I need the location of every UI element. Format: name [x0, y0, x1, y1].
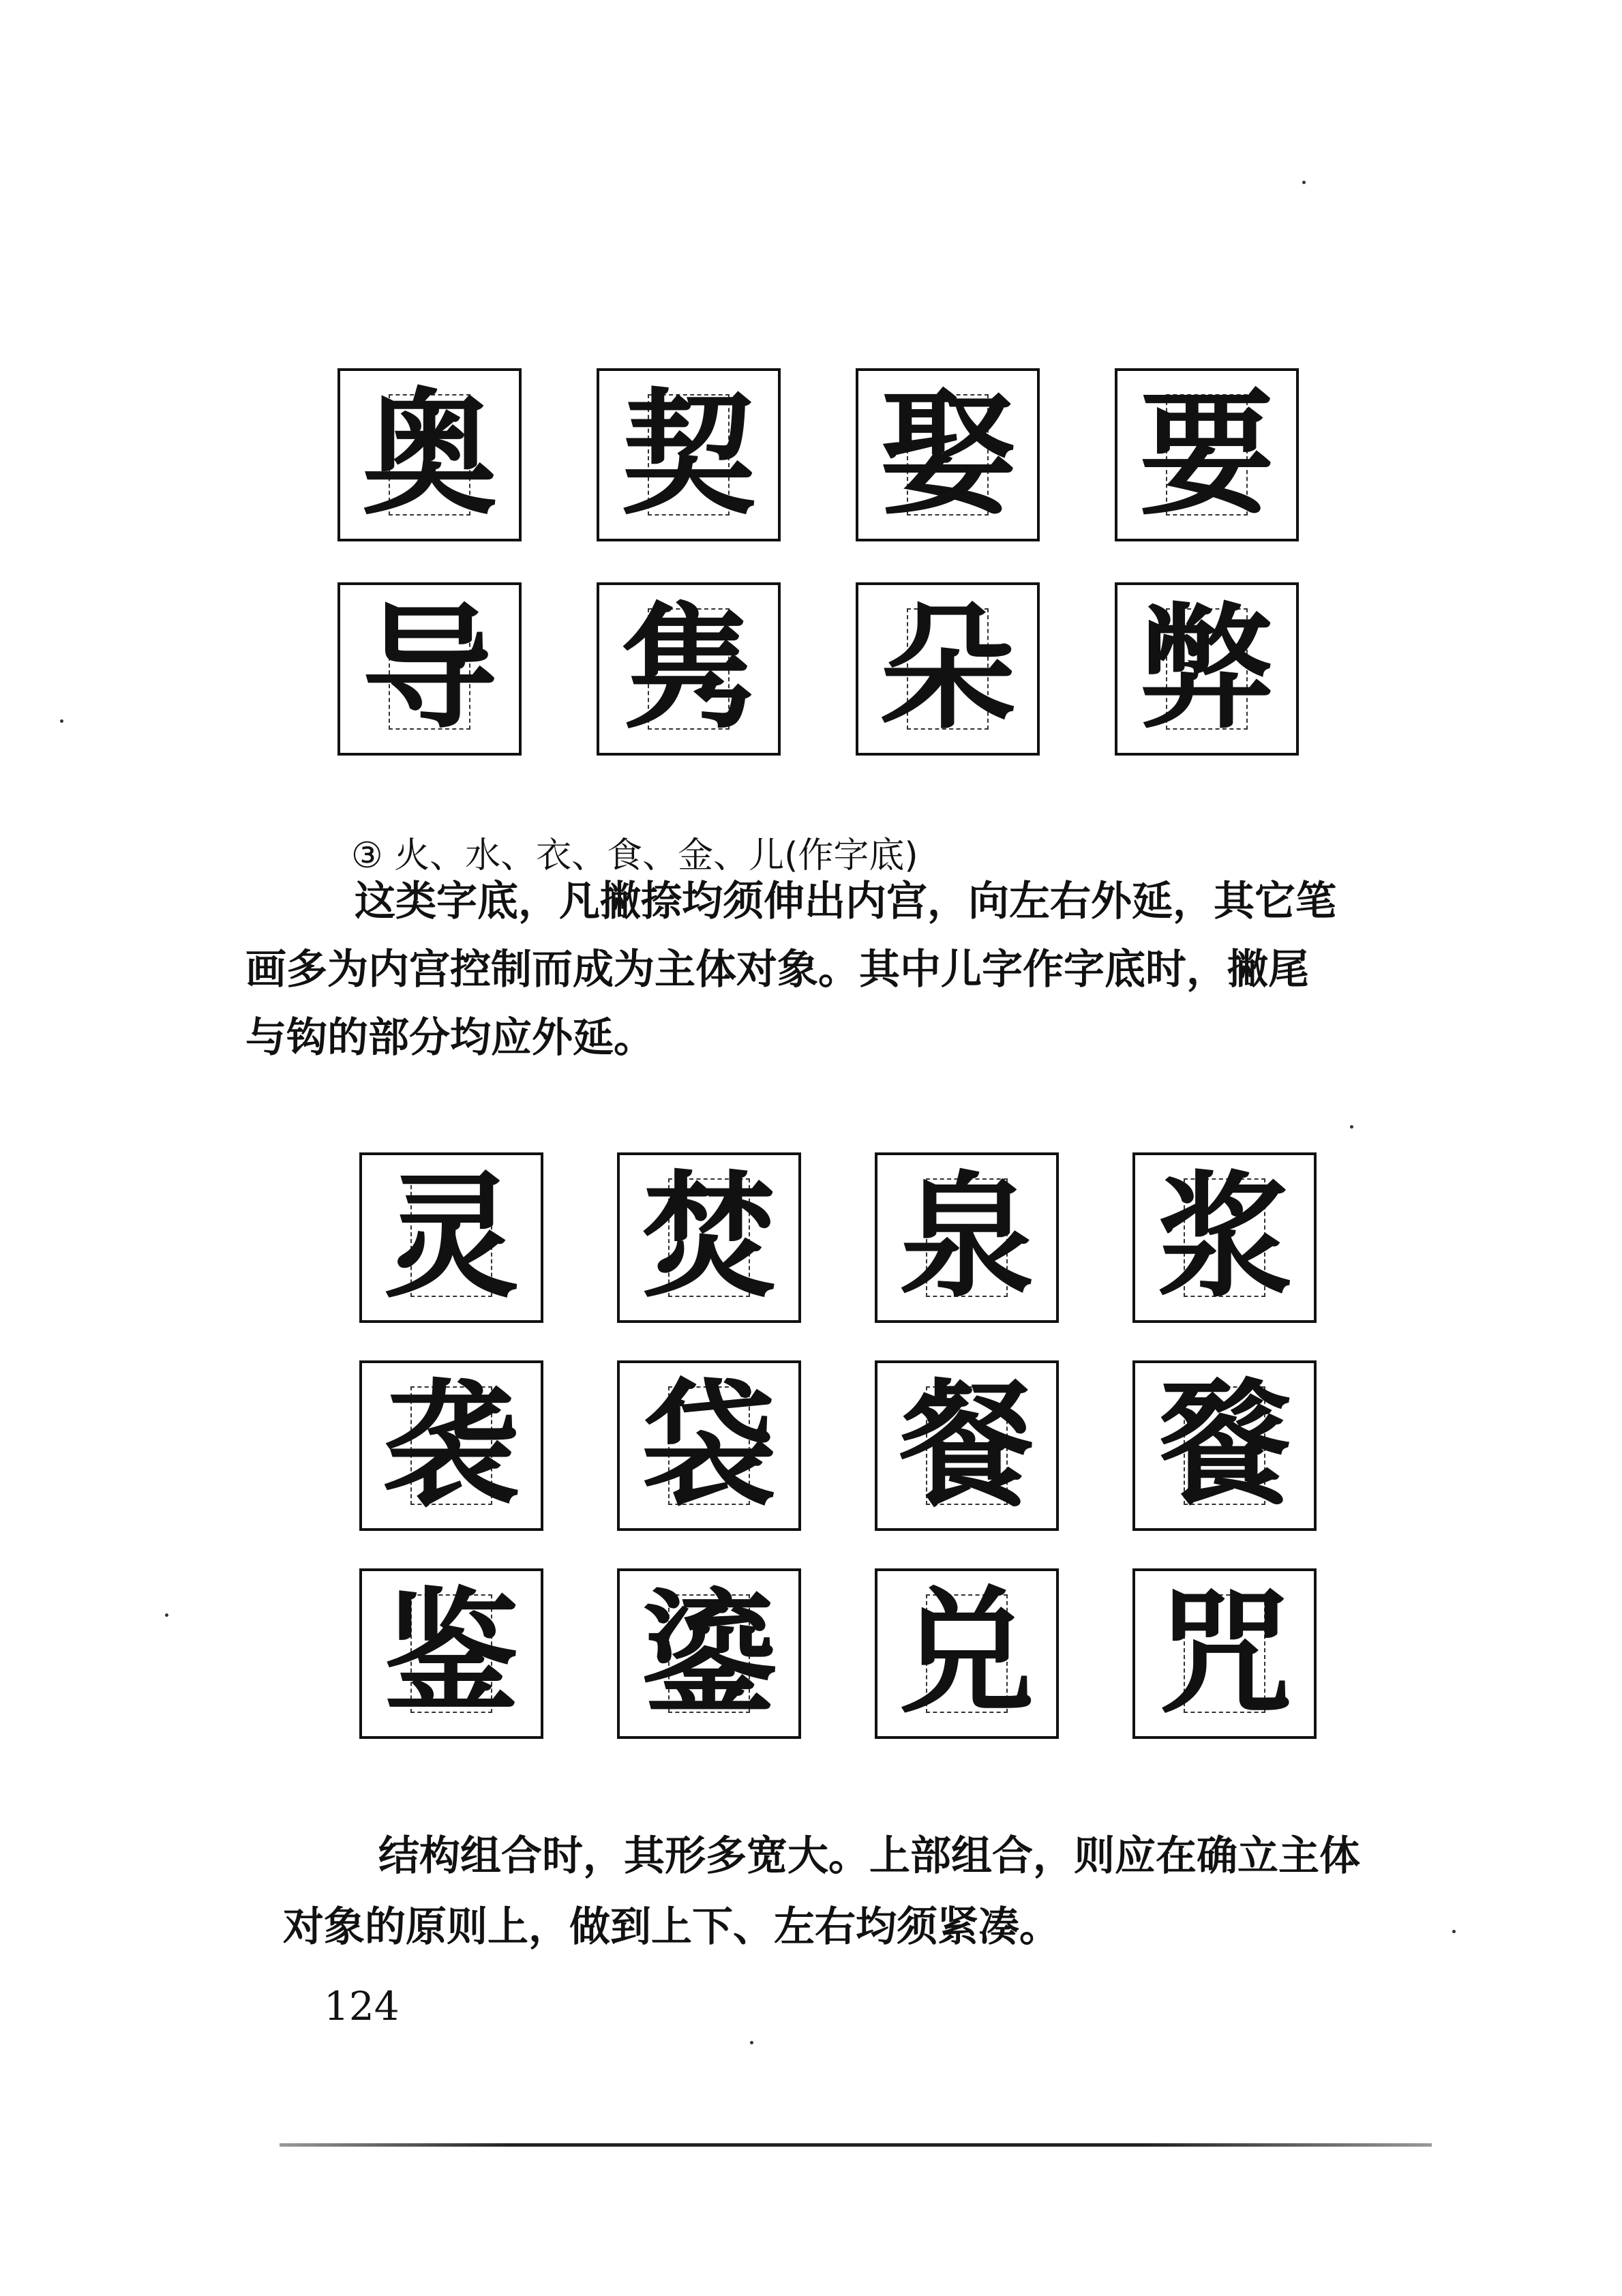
character-glyph: 鎏: [642, 1575, 777, 1732]
scan-speck: [60, 719, 63, 723]
paragraph-2-line-1: 结构组合时，其形多宽大。上部组合，则应在确立主体: [378, 1832, 1360, 1880]
paragraph-1-line-1: 这类字底，凡撇捺均须伸出内宫，向左右外延，其它笔: [355, 878, 1336, 925]
character-glyph: 餐: [899, 1367, 1034, 1524]
character-box: [359, 1360, 543, 1531]
character-grid-1: [337, 368, 1299, 756]
character-box: [1115, 582, 1299, 756]
character-box: [856, 368, 1040, 541]
scan-speck: [165, 1613, 168, 1617]
character-glyph: 弊: [1139, 590, 1274, 747]
character-glyph: 浆: [1157, 1159, 1292, 1316]
character-box: [617, 1568, 801, 1739]
character-glyph: 隽: [621, 590, 756, 747]
character-box: [875, 1360, 1059, 1531]
character-grid-2: [359, 1152, 1317, 1739]
scan-speck: [1452, 1930, 1456, 1933]
character-glyph: 导: [362, 590, 497, 747]
character-glyph: 朵: [880, 590, 1015, 747]
character-box: [617, 1360, 801, 1531]
paragraph-2-line-2: 对象的原则上，做到上下、左右均须紧凑。: [283, 1903, 1060, 1951]
character-glyph: 兑: [899, 1575, 1034, 1732]
character-box: [1132, 1360, 1317, 1531]
character-box: [359, 1152, 543, 1323]
character-box: [1115, 368, 1299, 541]
character-glyph: 契: [621, 376, 756, 533]
paragraph-1-line-3: 与钩的部分均应外延。: [245, 1014, 655, 1062]
scan-speck: [750, 2041, 753, 2044]
character-box: [875, 1568, 1059, 1739]
character-box: [337, 368, 522, 541]
character-box: [597, 368, 781, 541]
character-glyph: 鉴: [384, 1575, 519, 1732]
character-box: [359, 1568, 543, 1739]
scan-speck: [1302, 181, 1306, 184]
character-box: [1132, 1568, 1317, 1739]
character-box: [617, 1152, 801, 1323]
character-glyph: 娶: [880, 376, 1015, 533]
character-glyph: 袭: [384, 1367, 519, 1524]
character-box: [337, 582, 522, 756]
character-box: [597, 582, 781, 756]
paragraph-1-line-2: 画多为内宫控制而成为主体对象。其中儿字作字底时，撇尾: [245, 946, 1309, 994]
character-glyph: 咒: [1157, 1575, 1292, 1732]
character-glyph: 餮: [1157, 1367, 1292, 1524]
character-box: [856, 582, 1040, 756]
character-glyph: 袋: [642, 1367, 777, 1524]
character-box: [875, 1152, 1059, 1323]
character-glyph: 泉: [899, 1159, 1034, 1316]
scan-speck: [1350, 1125, 1353, 1129]
character-box: [1132, 1152, 1317, 1323]
character-glyph: 要: [1139, 376, 1274, 533]
character-glyph: 奥: [362, 376, 497, 533]
character-glyph: 灵: [384, 1159, 519, 1316]
character-glyph: 焚: [642, 1159, 777, 1316]
section-heading: ③ 火、水、衣、食、金、儿(作字底): [351, 835, 918, 876]
page-number: 124: [324, 1983, 400, 2029]
footer-rule: [280, 2143, 1432, 2147]
